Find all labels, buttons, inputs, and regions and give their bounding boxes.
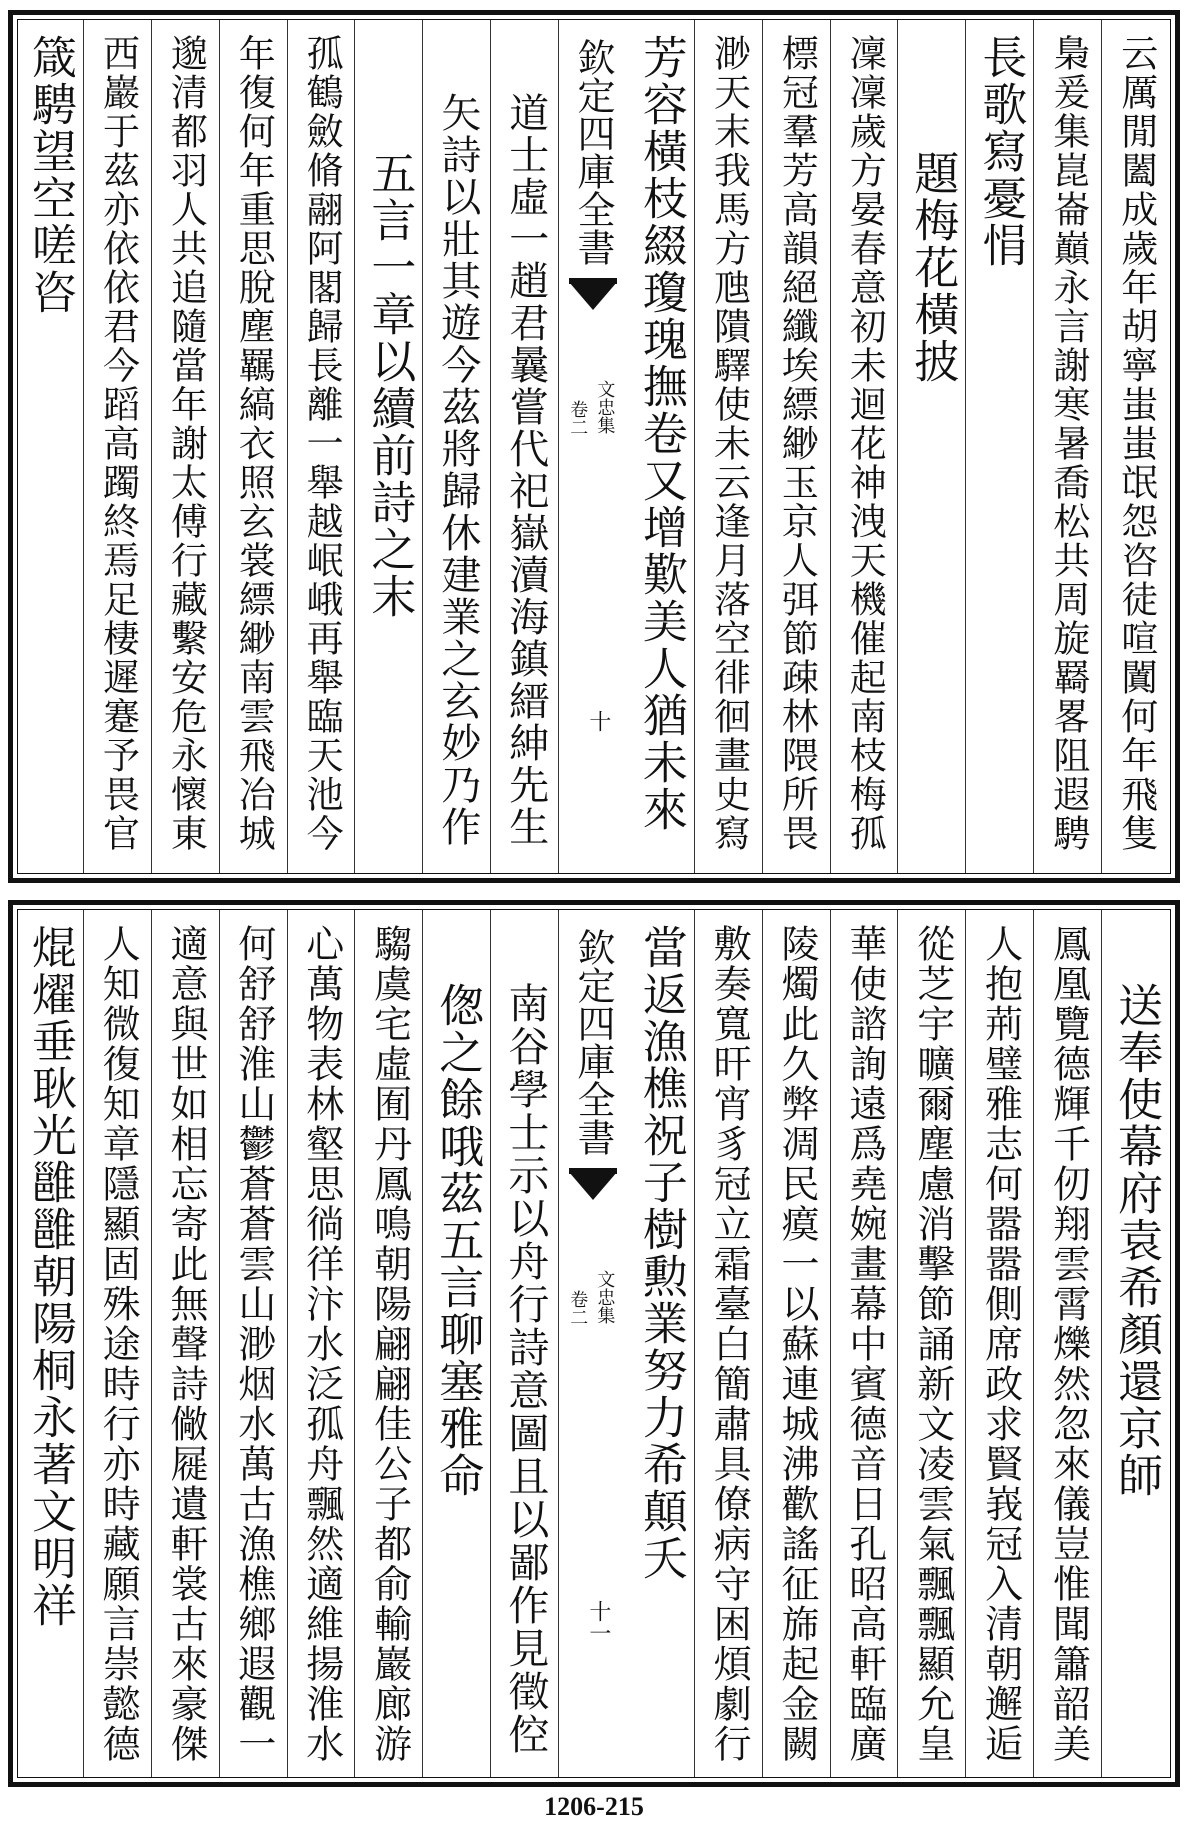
- text-column: [965, 910, 1034, 1777]
- text-column: [1101, 20, 1170, 873]
- text-column: [762, 910, 831, 1777]
- text-column: [151, 20, 220, 873]
- text-column: [219, 20, 288, 873]
- column-text: 焜燿垂耿光雝雝朝陽桐永著文明祥: [23, 924, 77, 1629]
- fishtail-mark: [569, 282, 617, 310]
- text-column: [490, 910, 559, 1777]
- text-column: [287, 910, 356, 1777]
- column-text: 鳳凰覽德輝千仞翔雲霄爍然忽來儀豈惟聞簫韶美: [1046, 924, 1091, 1764]
- volume-label: 卷二: [567, 400, 589, 436]
- column-text: 年復何年重思脫塵羈縞衣照玄裳縹緲南雲飛冶城: [232, 34, 276, 853]
- volume-label: 卷二: [567, 1290, 589, 1326]
- center-fold-column: [558, 910, 627, 1777]
- collection-label: 文忠集: [594, 380, 616, 434]
- bottom-page-columns: [18, 910, 1170, 1777]
- leaf-number: 十: [585, 710, 611, 732]
- text-column: [83, 20, 152, 873]
- center-fold-column: [558, 20, 627, 873]
- text-column: [626, 20, 695, 873]
- text-column: [151, 910, 220, 1777]
- column-text: 從芝宇曠爾塵慮消擊節誦新文凌雲氣飄飄顯允皇: [910, 924, 955, 1764]
- column-text: 長歌寫憂悁: [974, 34, 1028, 269]
- column-text: 矢詩以壯其遊今茲將歸休建業之玄妙乃作: [434, 92, 481, 848]
- text-column: [1033, 20, 1102, 873]
- text-column: [219, 910, 288, 1777]
- text-column: [490, 20, 559, 873]
- column-text: 華使諮詢遠爲堯婉畫幕中賓德音日孔昭高軒臨廣: [842, 924, 887, 1764]
- page-number: 1206-215: [544, 1792, 644, 1821]
- text-column: [762, 20, 831, 873]
- column-text: 五言一章以續前詩之末: [363, 150, 417, 620]
- column-text: 標冠羣芳高韻絕纖埃縹緲玉京人弭節疎林隈所畏: [775, 34, 819, 853]
- column-text: 送奉使幕府袁希顏還京師: [1110, 982, 1164, 1499]
- text-column: [694, 910, 763, 1777]
- text-column: [897, 20, 966, 873]
- text-column: [965, 20, 1034, 873]
- text-column: [694, 20, 763, 873]
- column-text: 渺天末我馬方虺隤驛使未云逢月落空徘徊畫史寫: [707, 34, 751, 853]
- text-column: [83, 910, 152, 1777]
- text-column: [422, 20, 491, 873]
- text-column: [422, 910, 491, 1777]
- leaf-number: 十一: [585, 1600, 611, 1644]
- column-text: 道士虛一趙君曩嘗代祀嶽瀆海鎮縉紳先生: [502, 92, 549, 848]
- fishtail-mark: [569, 1172, 617, 1200]
- column-text: 凜凜歲方晏春意初未迴花神洩天機催起南枝梅孤: [843, 34, 887, 853]
- book-title: 欽定四庫全書: [571, 38, 616, 266]
- text-column: [287, 20, 356, 873]
- text-column: [354, 910, 423, 1777]
- column-text: 騶虞宅虛囿丹鳳鳴朝陽翩翩佳公子都俞輸巖廊游: [367, 924, 412, 1764]
- column-text: 梟爰集崑崙巔永言謝寒暑喬松共周旋羇畧阻遐騁: [1046, 34, 1090, 853]
- column-text: 陵燭此久弊凋民瘼一以蘇連城沸歡謠征旆起金闕: [774, 924, 819, 1764]
- bottom-page-inner-border: [17, 909, 1171, 1778]
- column-text: 南谷學士示以舟行詩意圖且以鄙作見徵倥: [501, 982, 550, 1756]
- column-text: 敷奏寬旰宵豸冠立霜臺白簡肅具僚病守困煩劇行: [707, 924, 752, 1764]
- book-title: 欽定四庫全書: [571, 928, 616, 1156]
- text-column: [16, 910, 84, 1777]
- text-column: [626, 910, 695, 1777]
- text-column: [830, 20, 899, 873]
- column-text: 孤鶴斂脩翮阿閣歸長離一舉越岷峨再舉臨天池今: [300, 34, 344, 853]
- column-text: 何舒舒淮山鬱蒼蒼雲山渺烟水萬古漁樵鄉遐觀一: [231, 924, 276, 1764]
- column-text: 箴騁望空嗟咨: [23, 34, 77, 316]
- text-column: [16, 20, 84, 873]
- top-page-columns: [18, 20, 1170, 873]
- column-text: 邈清都羽人共追隨當年謝太傅行藏繫安危永懷東: [164, 34, 208, 853]
- column-text: 人抱荊璧雅志何嚣嚣側席政求賢峩冠入清朝邂逅: [978, 924, 1023, 1764]
- top-page-inner-border: [17, 19, 1171, 874]
- column-text: 云厲閒闔成歲年胡寧蚩蚩氓怨咨徒喧闐何年飛隻: [1114, 34, 1158, 853]
- column-text: 心萬物表林壑思徜徉汴水泛孤舟飄然適維揚淮水: [299, 924, 344, 1764]
- column-text: 偬之餘哦茲五言聊塞雅命: [431, 982, 485, 1499]
- column-text: 芳容橫枝綴瓊瑰撫卷又增歎美人猶未來: [634, 34, 688, 833]
- text-column: [1101, 910, 1170, 1777]
- collection-label: 文忠集: [594, 1270, 616, 1324]
- text-column: [1033, 910, 1102, 1777]
- text-column: [830, 910, 899, 1777]
- column-text: 題梅花橫披: [906, 150, 960, 385]
- text-column: [897, 910, 966, 1777]
- bottom-page-frame: [8, 900, 1180, 1787]
- column-text: 人知微復知章隱顯固殊途時行亦時藏願言崇懿德: [96, 924, 141, 1764]
- column-text: 當返漁樵祝子樹勲業努力希顛夭: [634, 924, 688, 1582]
- column-text: 適意與世如相忘寄此無聲詩僘屣遺軒裳古來豪傑: [164, 924, 209, 1764]
- column-text: 西巖于茲亦依依君今蹈高躅終焉足棲遲蹇予畏官: [96, 34, 140, 853]
- top-page-frame: [8, 10, 1180, 883]
- text-column: [354, 20, 423, 873]
